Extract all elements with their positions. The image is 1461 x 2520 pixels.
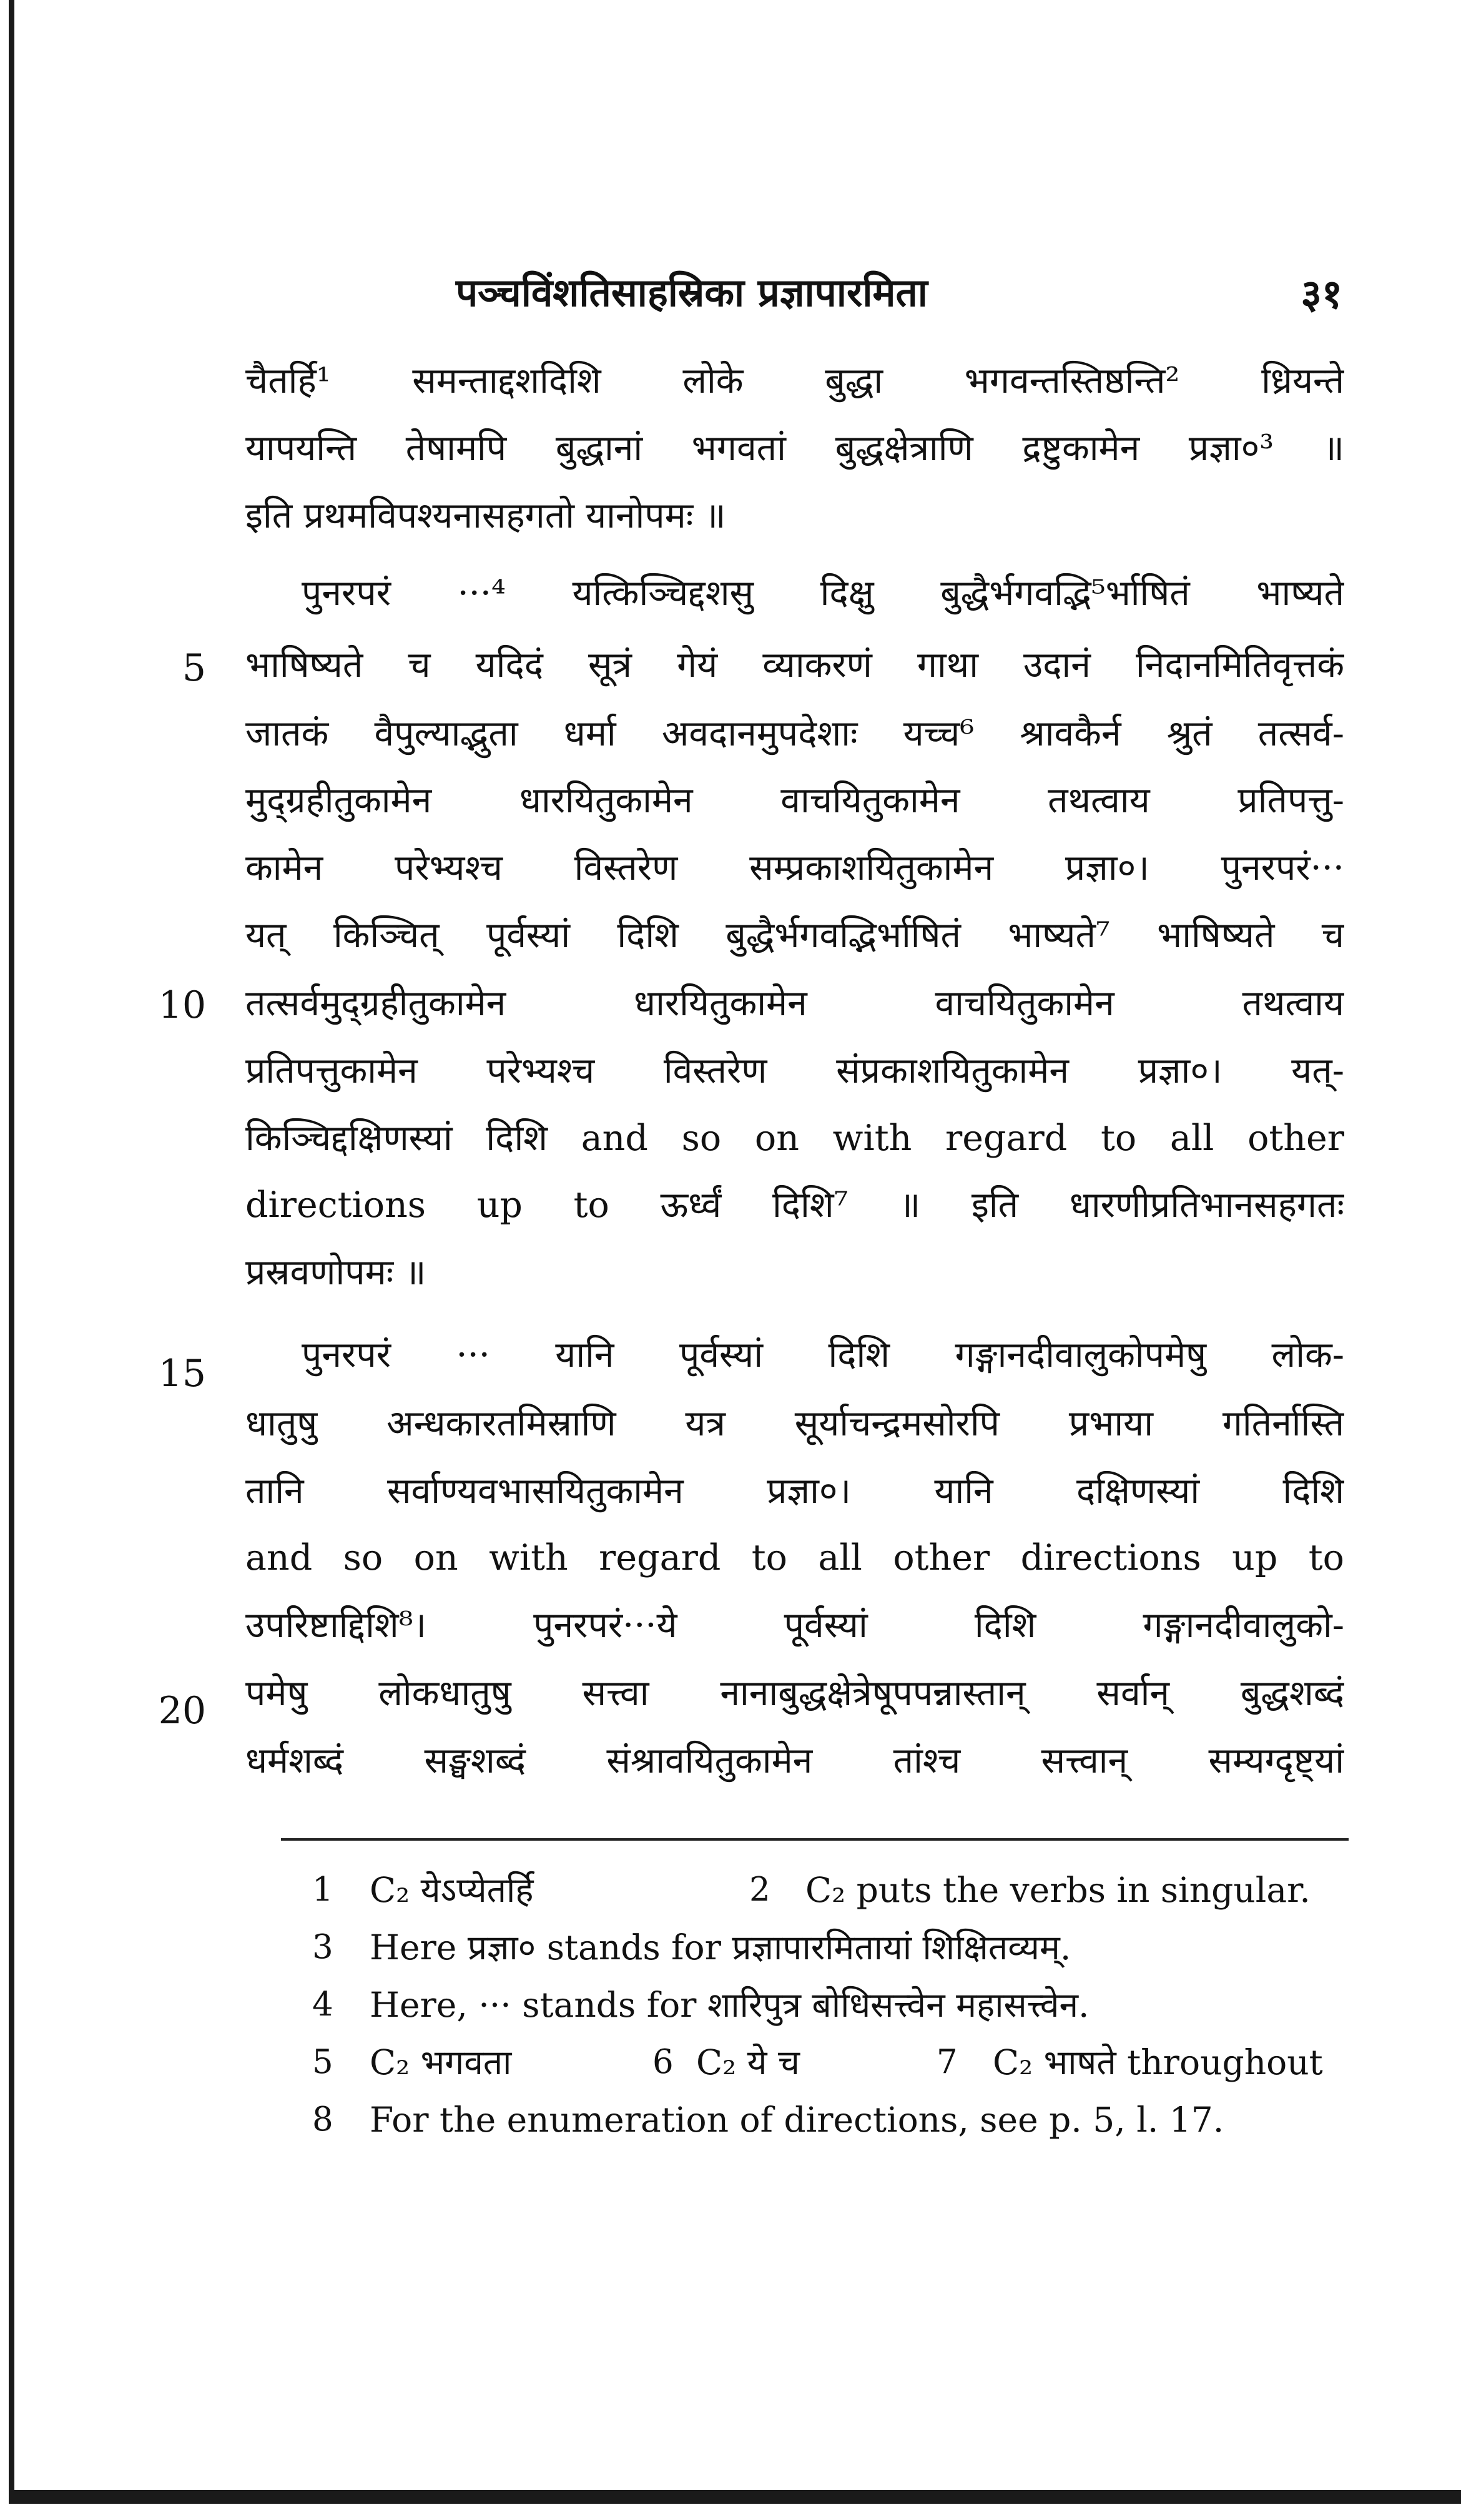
text-line: जातकं वैपुल्याद्भुता धर्मा अवदानमुपदेशाः यच्च⁶ श्रावकैर्न श्रुतं तत्सर्व- [245,713,1344,754]
text-line: मुद्ग्रहीतुकामेन धारयितुकामेन वाचयितुकामेन तथत्वाय प्रतिपत्तु- [245,780,1344,821]
footnote-text: C₂ ये च [696,2042,800,2082]
page-title: पञ्चविंशतिसाहस्रिका प्रज्ञापारमिता [456,270,928,315]
text-line: प्रतिपत्तुकामेन परेभ्यश्च विस्तरेण संप्रकाशयितुकामेन प्रज्ञा०। यत्- [245,1050,1344,1091]
footnote-row [312,2094,1374,2146]
line-number-10: 10 [158,983,206,1027]
line-number-5: 5 [182,646,206,690]
footnote-number: 5 [312,2043,333,2081]
footnote-text: C₂ भाषते throughout [993,2042,1323,2082]
text-line: भाषिष्यते च यदिदं सूत्रं गेयं व्याकरणं गाथा उदानं निदानमितिवृत्तकं [245,644,1344,686]
footnote-row [312,2036,1374,2089]
running-header [456,259,1342,318]
line-number-20: 20 [158,1689,206,1733]
footnote-row [312,1979,1374,2031]
footnote-number: 2 [749,1871,770,1909]
footnote-text: For the enumeration of directions, see p. 5, l. 17. [370,2100,1224,2140]
footnote-text: C₂ puts the verbs in singular. [805,1870,1311,1910]
footnote-number: 7 [937,2043,958,2081]
text-line: धातुषु अन्धकारतमिस्राणि यत्र सूर्याचन्द्रमसोरपि प्रभाया गतिर्नास्ति [245,1403,1344,1444]
page-edge-left [9,0,14,2494]
footnote-text: Here, ··· stands for शारिपुत्र बोधिसत्त्वेन महासत्त्वेन. [370,1985,1090,2025]
text-line: धर्मशब्दं सङ्घशब्दं संश्रावयितुकामेन तांश्च सत्त्वान् सम्यग्दृष्ट्यां [245,1740,1344,1781]
text-line: चैतर्हि¹ समन्ताद्दशदिशि लोके बुद्धा भगवन्तस्तिष्ठन्ति² ध्रियन्ते [245,360,1344,401]
footnote-row [312,1864,1374,1916]
footnote-divider [281,1838,1349,1841]
text-line: कामेन परेभ्यश्च विस्तरेण सम्प्रकाशयितुकामेन प्रज्ञा०। पुनरपरं··· [245,847,1344,888]
footnote-text: C₂ येऽप्येतर्हि [370,1870,534,1910]
text-line: directions up to ऊर्ध्वं दिशि⁷ ॥ इति धारणीप्रतिभानसहगतः [245,1184,1344,1226]
text-line: and so on with regard to all other directions up to [245,1537,1344,1578]
text-line: इति प्रथमविपश्यनासहगतो यानोपमः ॥ [245,495,726,536]
text-line: पमेषु लोकधातुषु सत्त्वा नानाबुद्धक्षेत्रेषूपपन्नास्तान् सर्वान् बुद्धशब्दं [245,1673,1344,1714]
page-edge-bottom [9,2490,1461,2504]
text-line: पुनरपरं ···⁴ यत्किञ्चिद्दशसु दिक्षु बुद्धैर्भगवद्भि⁵र्भाषितं भाष्यते [302,573,1344,614]
text-line: उपरिष्टाद्दिशि⁸। पुनरपरं···ये पूर्वस्यां दिशि गङ्गानदीवालुको- [245,1605,1344,1646]
text-line: पुनरपरं ··· यानि पूर्वस्यां दिशि गङ्गानदीवालुकोपमेषु लोक- [302,1334,1344,1376]
page-number: ३१ [1301,271,1342,318]
text-line: प्रस्रवणोपमः ॥ [245,1252,426,1293]
footnote-number: 1 [312,1871,333,1909]
text-line: यापयन्ति तेषामपि बुद्धानां भगवतां बुद्धक्षेत्राणि द्रष्टुकामेन प्रज्ञा०³ ॥ [245,428,1344,469]
text-line: तानि सर्वाण्यवभासयितुकामेन प्रज्ञा०। यानि दक्षिणस्यां दिशि [245,1470,1344,1512]
text-line: तत्सर्वमुद्ग्रहीतुकामेन धारयितुकामेन वाचयितुकामेन तथत्वाय [245,983,1344,1024]
footnote-number: 8 [312,2100,333,2139]
text-line: किञ्चिद्दक्षिणस्यां दिशि and so on with regard to all other [245,1118,1344,1159]
text-line: यत् किञ्चित् पूर्वस्यां दिशि बुद्धैर्भगवद्भिर्भाषितं भाष्यते⁷ भाषिष्यते च [245,915,1344,956]
line-number-15: 15 [158,1352,206,1395]
footnote-text: Here प्रज्ञा० stands for प्रज्ञापारमितायां शिक्षितव्यम्. [370,1927,1071,1967]
footnote-number: 3 [312,1928,333,1966]
footnote-text: C₂ भगवता [370,2042,512,2082]
footnote-number: 4 [312,1986,333,2024]
footnote-number: 6 [652,2043,674,2081]
footnote-row [312,1921,1374,1974]
